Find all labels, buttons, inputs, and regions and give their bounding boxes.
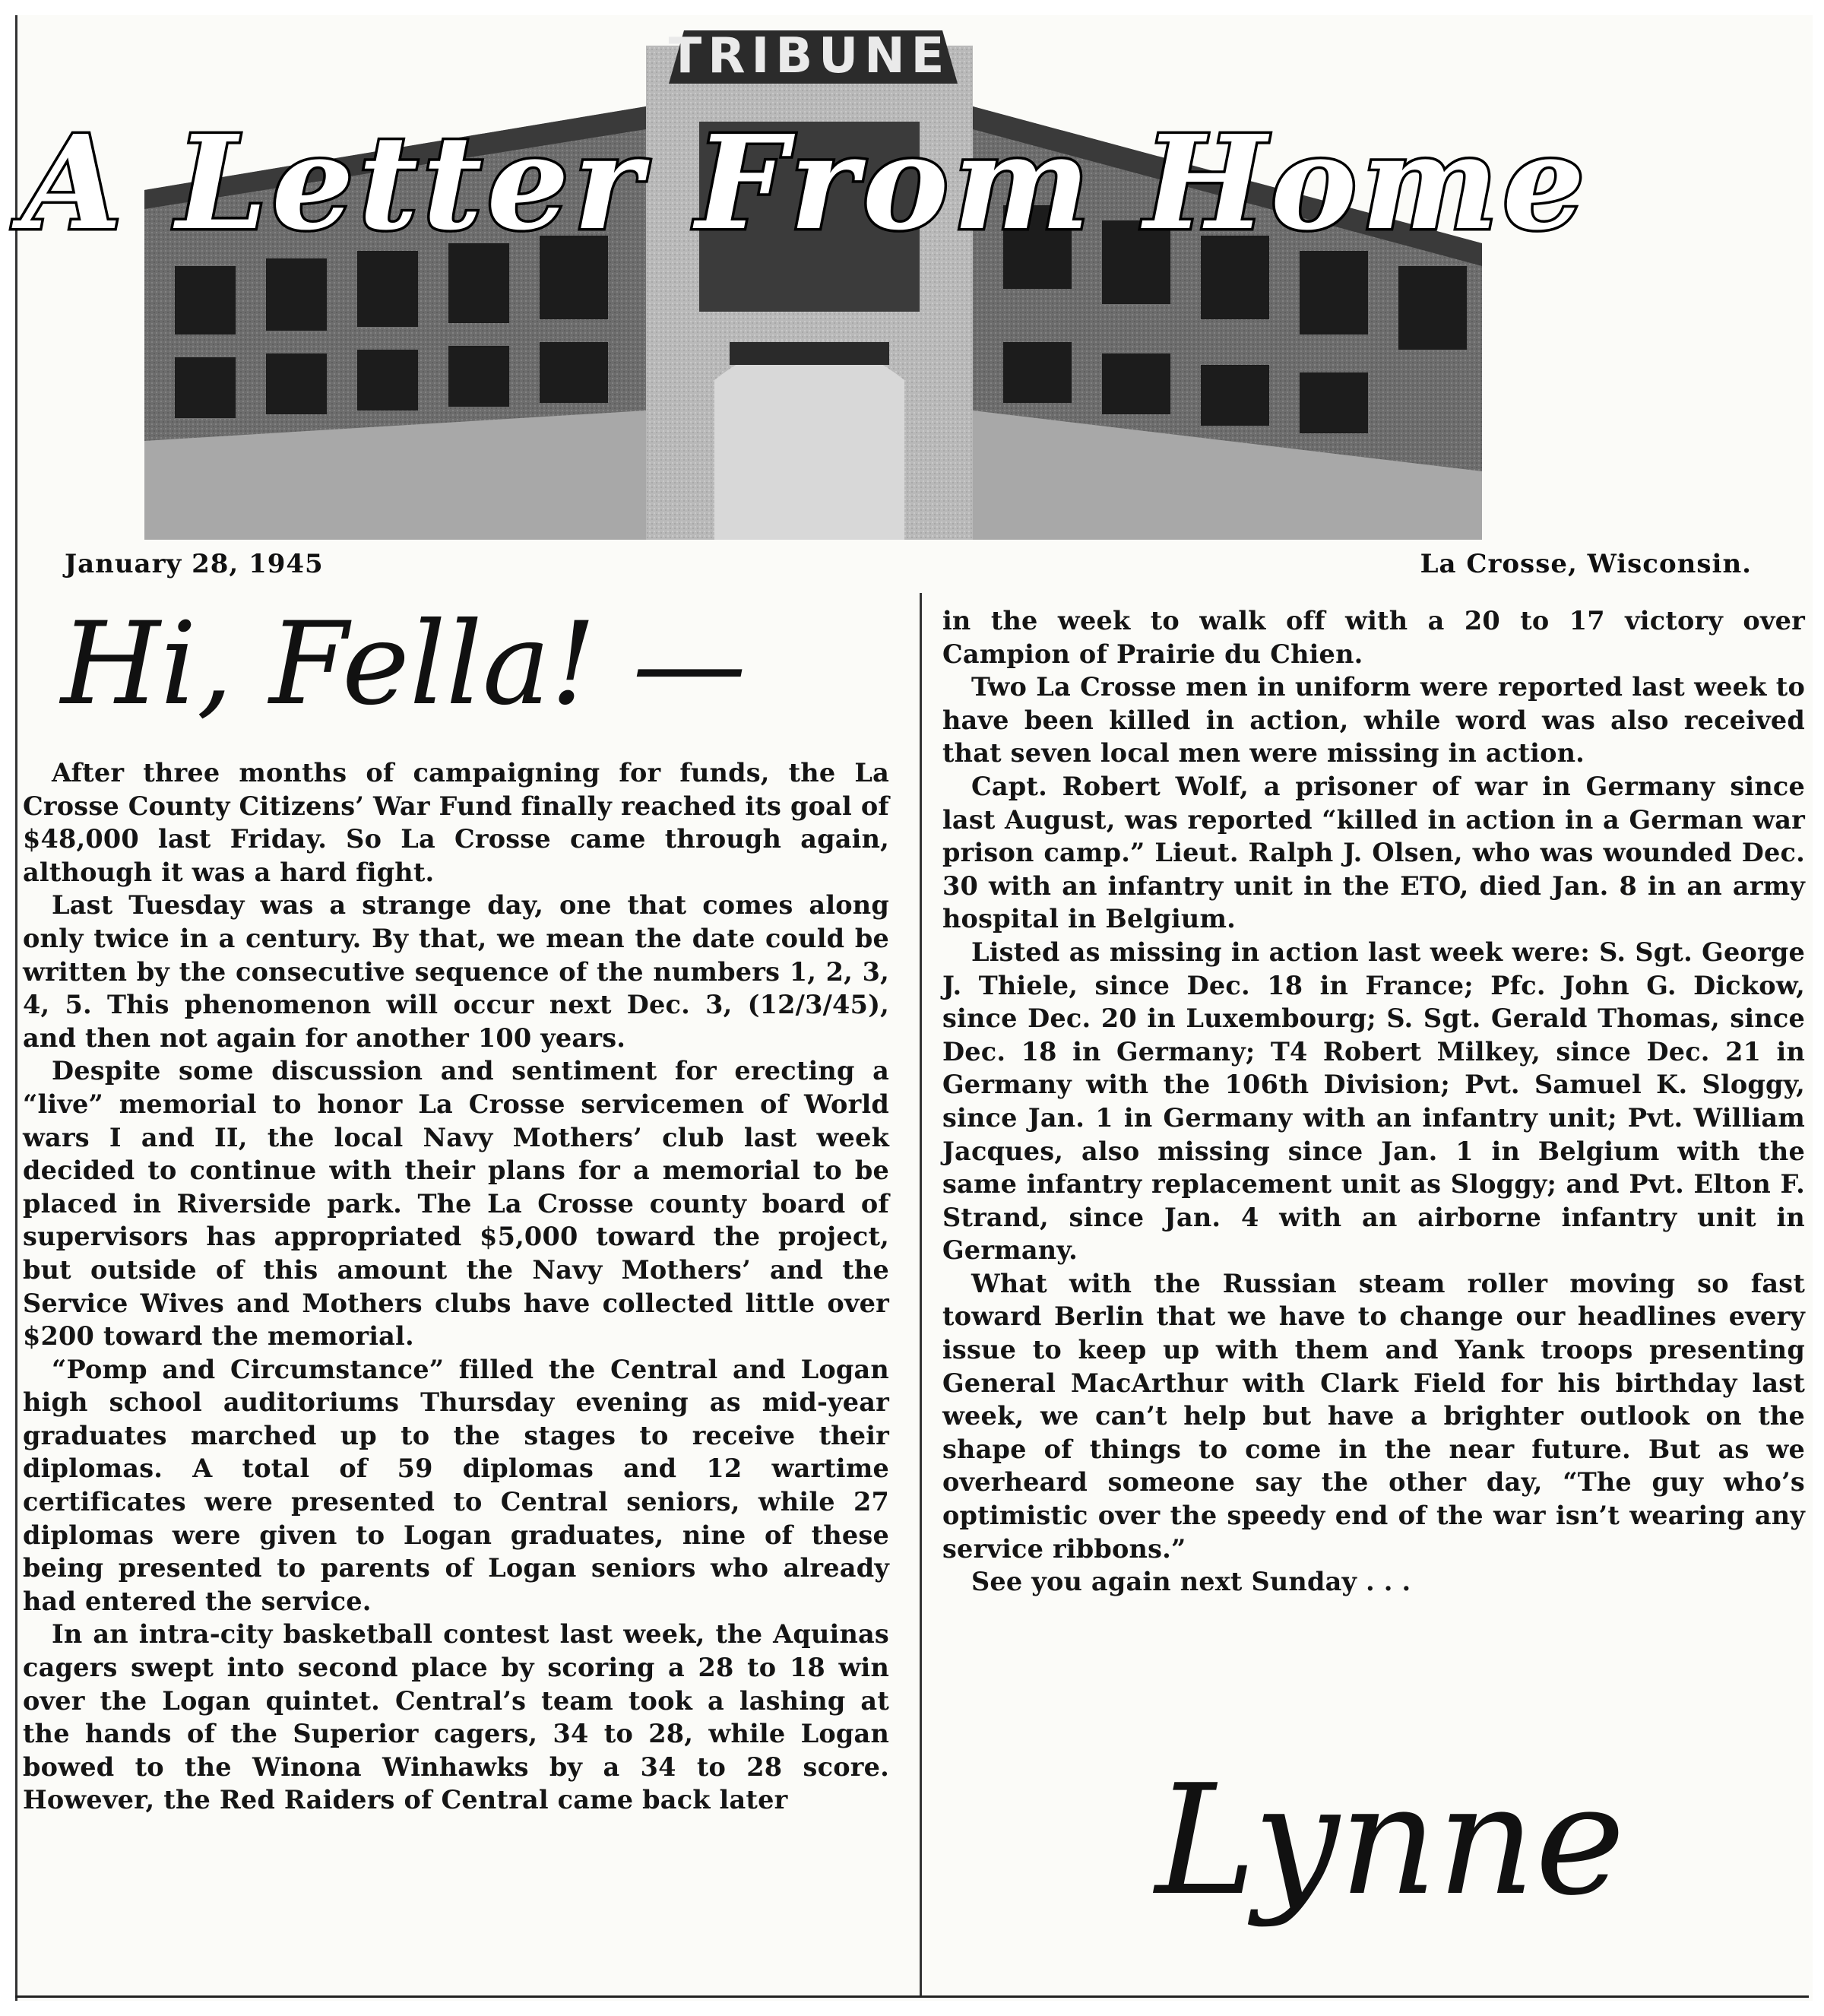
tribune-building-image xyxy=(21,15,1590,540)
masthead-title: A Letter From Home xyxy=(21,107,1590,259)
paragraph-basketball: In an intra-city basketball contest last week, the Aquinas cagers swept into second place by scoring a 28 to 18 win over the Logan quintet. Central’s team took a lashing at the hands of the Superior cagers, 34 to 28, while Logan bowed to the Winona Winhawks by a 34 to 28 score. However, the Red Raiders of Central came back later xyxy=(23,1619,889,1815)
left-column xyxy=(23,756,889,1817)
greeting-handwritten xyxy=(53,589,813,749)
paragraph-casualties: Two La Crosse men in uniform were reported last week to have been killed in action, while word was also received that seven local men were missing in action. xyxy=(942,672,1805,769)
tribune-sign: TRIBUNE xyxy=(668,28,951,84)
paragraph-closing: See you again next Sunday . . . xyxy=(971,1567,1411,1597)
signature-text: Lynne xyxy=(1155,1752,1626,1929)
location-line: La Crosse, Wisconsin. xyxy=(1420,549,1752,579)
greeting-text: Hi, Fella! — xyxy=(61,598,747,731)
paragraph-outlook: What with the Russian steam roller moving so fast toward Berlin that we have to change our headlines every issue to keep up with them and Yank troops presenting General MacArthur with Clark Field for his birthday last week, we can’t help but have a brighter outlook on the shape of things to come in the near future. But as we overheard someone say the other day, “The guy who’s optimistic over the speedy end of the war isn’t wearing any service ribbons.” xyxy=(942,1268,1805,1564)
paragraph-graduation: “Pomp and Circumstance” filled the Central and Logan high school auditoriums Thursday evening as mid-year graduates marched up to the stages to receive their diplomas. A total of 59 diplomas and 12 wartime certificates were presented to Central seniors, while 27 diplomas were given to Logan graduates, nine of these being presented to parents of Logan seniors who already had entered the service. xyxy=(23,1354,889,1616)
right-column xyxy=(942,604,1805,1599)
signature-handwritten xyxy=(1140,1718,1687,1969)
paragraph-war-fund: After three months of campaigning for funds, the La Crosse County Citizens’ War Fund finally reached its goal of $48,000 last Friday. So La Crosse came through again, although it was a hard fight. xyxy=(23,758,889,887)
paragraph-basketball-continued: in the week to walk off with a 20 to 17 victory over Campion of Prairie du Chien. xyxy=(942,606,1805,669)
masthead-photo xyxy=(21,15,1590,540)
date-line: January 28, 1945 xyxy=(65,549,324,579)
bottom-rule xyxy=(15,1995,1809,1998)
paragraph-strange-day: Last Tuesday was a strange day, one that comes along only twice in a century. By that, we mean the date could be written by the consecutive sequence of the numbers 1, 2, 3, 4, 5. This phenomenon will occur next Dec. 3, (12/3/45), and then not again for another 100 years. xyxy=(23,890,889,1053)
column-divider xyxy=(920,593,922,1995)
paragraph-capt-wolf: Capt. Robert Wolf, a prisoner of war in Germany since last August, was reported “killed in action in a German war prison camp.” Lieut. Ralph J. Olsen, who was wounded Dec. 30 with an infantry unit in the ETO, died Jan. 8 in an army hospital in Belgium. xyxy=(942,771,1805,934)
paragraph-missing-list: Listed as missing in action last week were: S. Sgt. George J. Thiele, since Dec. 18 in France; Pfc. John G. Dickow, since Dec. 20 in Luxembourg; S. Sgt. Gerald Thomas, since Dec. 18 in Germany; T4 Robert Milkey, since Dec. 21 in Germany with the 106th Division; Pvt. Samuel K. Sloggy, since Jan. 1 in Germany with an infantry unit; Pvt. William Jacques, also missing since Jan. 1 in Belgium with the same infantry replacement unit as Sloggy; and Pvt. Elton F. Strand, since Jan. 4 with an airborne infantry unit in Germany. xyxy=(942,937,1805,1266)
paragraph-memorial: Despite some discussion and sentiment for erecting a “live” memorial to honor La Crosse servicemen of World wars I and II, the local Navy Mothers’ club last week decided to continue with their plans for a memorial to be placed in Riverside park. The La Crosse county board of supervisors has appropriated $5,000 toward the project, but outside of this amount the Navy Mothers’ and the Service Wives and Mothers clubs have collected little over $200 toward the memorial. xyxy=(23,1056,889,1352)
